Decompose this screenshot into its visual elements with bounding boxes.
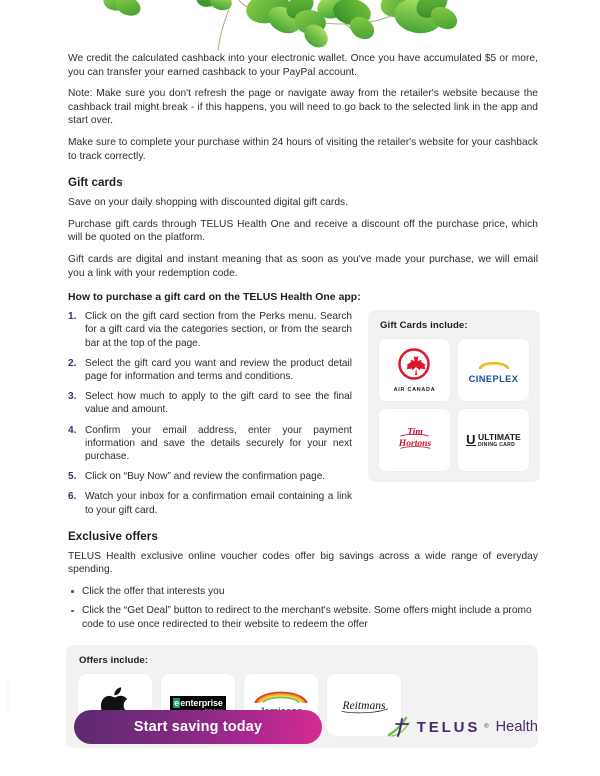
list-item xyxy=(68,357,352,383)
list-item: Click the “Get Deal” button to redirect to the merchant's website. Some offers might include a promo code to use once redirected to their website to redeem the offer xyxy=(68,604,538,631)
gift-card-tile-tim-hortons[interactable] xyxy=(379,409,450,471)
svg-text:Hortons: Hortons xyxy=(398,437,431,449)
list-item: Click the offer that interests you xyxy=(68,585,538,598)
cineplex-caption: CINEPLEX xyxy=(468,374,519,385)
start-saving-today-button[interactable] xyxy=(74,710,322,744)
step-text: Select how much to apply to the gift card to see the final value and amount. xyxy=(85,391,352,416)
step-text: Confirm your email address, enter your payment information and save the details securely for your next purchase. xyxy=(85,424,352,462)
list-item xyxy=(68,310,352,350)
purchase-steps-list xyxy=(68,310,352,517)
step-number: 6. xyxy=(68,491,77,503)
ultimate-dining-card-logo xyxy=(466,433,521,448)
list-item xyxy=(68,424,352,464)
step-number: 4. xyxy=(68,424,77,436)
health-wordmark: Health xyxy=(495,719,538,735)
green-leaves-vine-icon xyxy=(0,0,600,52)
step-number: 1. xyxy=(68,311,77,323)
svg-text:Reitmans: Reitmans xyxy=(342,699,386,713)
list-item xyxy=(68,470,352,483)
enterprise-e-mark-icon: e xyxy=(174,698,180,709)
tim-hortons-logo xyxy=(392,423,438,458)
gift-cards-paragraph-2: Purchase gift cards through TELUS Health One and receive a discount off the purchase price, which will be quoted on the platform. xyxy=(68,218,538,244)
svg-text:Tim: Tim xyxy=(406,426,423,438)
steps-column xyxy=(68,310,352,517)
telus-health-logo xyxy=(387,716,538,738)
intro-paragraph-2: Note: Make sure you don't refresh the page or navigate away from the retailer's website because the cashback trail might break - if this happens, you will need to go back to the selected link in the app and start over. xyxy=(68,88,538,127)
step-text: Click on the gift card section from the Perks menu. Search for a gift card via the categories section, or from the search bar at the top of the page. xyxy=(85,311,352,349)
intro-paragraph-1: We credit the calculated cashback into your electronic wallet. Once you have accumulated $5 or more, you can transfer your earned cashback to your PayPal account. xyxy=(68,53,538,78)
steps-and-brands-row xyxy=(68,310,538,517)
tim-hortons-script-icon xyxy=(392,423,438,453)
gift-cards-panel xyxy=(368,310,540,482)
udc-caption-line1: ULTIMATE xyxy=(478,431,521,442)
telus-wordmark: TELUS xyxy=(416,718,481,736)
list-item xyxy=(68,390,352,416)
step-number: 3. xyxy=(68,391,77,403)
air-canada-maple-leaf-roundel-icon xyxy=(398,348,430,380)
offers-panel-title: Offers include: xyxy=(79,655,149,667)
air-canada-caption: AIR CANADA xyxy=(393,386,436,393)
gift-cards-paragraph-3: Gift cards are digital and instant meaning that as soon as you've made your purchase, we will email you a link with your redemption code. xyxy=(68,253,538,279)
step-text: Select the gift card you want and review the product detail page for information and terms and conditions. xyxy=(85,357,352,382)
list-item xyxy=(68,490,352,516)
telus-swoosh-icon xyxy=(387,716,413,738)
step-number: 2. xyxy=(68,357,77,369)
cta-label: Start saving today xyxy=(133,719,263,735)
trademark-icon: ® xyxy=(484,724,489,730)
intro-section xyxy=(0,52,600,631)
exclusive-offers-bullets xyxy=(68,585,538,631)
cineplex-logo xyxy=(469,356,519,384)
gift-cards-panel-title: Gift Cards include: xyxy=(380,320,468,332)
gift-card-tile-ultimate-dining-card[interactable] xyxy=(458,409,529,471)
page-body xyxy=(0,52,600,748)
exclusive-offers-heading: Exclusive offers xyxy=(68,529,158,543)
gift-card-tile-cineplex[interactable] xyxy=(458,339,529,401)
udc-u-mark-icon: U xyxy=(466,431,476,447)
gift-card-tile-air-canada[interactable] xyxy=(379,339,450,401)
page-watermark: TELUS Health xyxy=(6,676,12,712)
air-canada-logo xyxy=(394,348,436,393)
footer xyxy=(0,700,600,776)
gift-cards-heading: Gift cards xyxy=(68,176,123,190)
step-number: 5. xyxy=(68,471,77,483)
gift-cards-brands-panel xyxy=(368,310,540,482)
intro-paragraph-3: Make sure to complete your purchase within 24 hours of visiting the retailer's website for your cashback to track correctly. xyxy=(68,136,538,162)
how-to-purchase-heading: How to purchase a gift card on the TELUS Health One app: xyxy=(68,292,361,304)
step-text: Click on “Buy Now” and review the confirmation page. xyxy=(85,471,326,483)
cineplex-arc-icon xyxy=(477,360,511,369)
exclusive-offers-paragraph: TELUS Health exclusive online voucher codes offer big savings across a wide range of everyday spending. xyxy=(68,550,538,576)
leaf-banner-image xyxy=(0,0,600,52)
gift-cards-tile-grid xyxy=(379,339,529,471)
step-text: Watch your inbox for a confirmation email containing a link to your gift card. xyxy=(85,491,352,516)
gift-cards-paragraph-1: Save on your daily shopping with discounted digital gift cards. xyxy=(68,197,349,209)
enterprise-caption: enterprise xyxy=(180,698,223,709)
udc-caption-line2: DINING CARD xyxy=(478,441,516,448)
